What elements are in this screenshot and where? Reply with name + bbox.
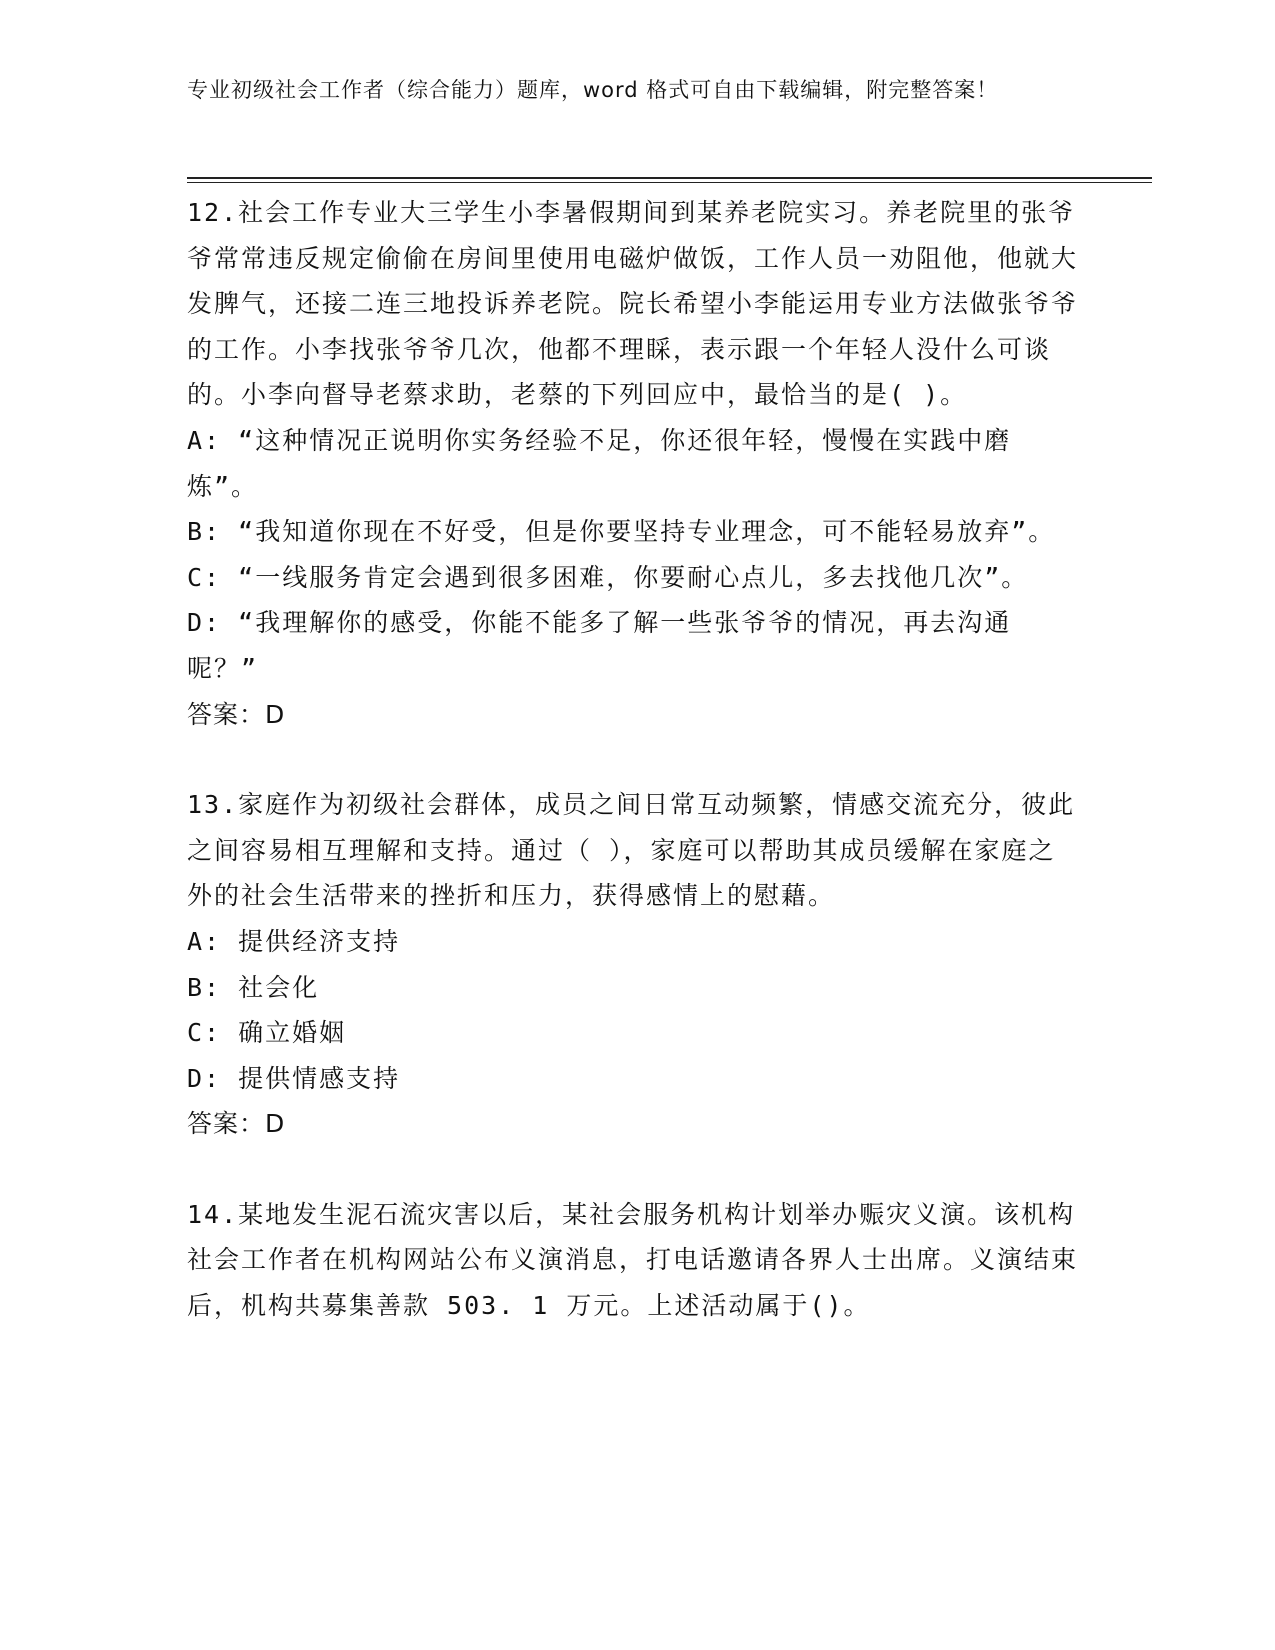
question-stem: 12.社会工作专业大三学生小李暑假期间到某养老院实习。养老院里的张爷爷常常违反规定偷偷在房间里使用电磁炉做饭，工作人员一劝阻他，他就大发脾气，还接二连三地投诉养老院。院长希望小李能运用专业方法做张爷爷的工作。小李找张爷爷几次，他都不理睬，表示跟一个年轻人没什么可谈的。小李向督导老蔡求助，老蔡的下列回应中，最恰当的是( )。	[187, 198, 1079, 410]
option-b: B: 社会化	[187, 972, 320, 1002]
answer: 答案：D	[187, 1109, 286, 1139]
option-c: C: “一线服务肯定会遇到很多困难，你要耐心点儿，多去找他几次”。	[187, 562, 1029, 592]
option-b: B: “我知道你现在不好受，但是你要坚持专业理念，可不能轻易放弃”。	[187, 517, 1056, 547]
answer: 答案：D	[187, 699, 286, 729]
question-12	[187, 190, 1082, 737]
option-c: C: 确立婚姻	[187, 1018, 347, 1048]
option-d: D: 提供情感支持	[187, 1063, 401, 1093]
question-list	[187, 190, 1082, 1374]
option-a: A: “这种情况正说明你实务经验不足，你还很年轻，慢慢在实践中磨炼”。	[187, 425, 1012, 501]
question-13	[187, 782, 1082, 1147]
document-header: 专业初级社会工作者（综合能力）题库，word 格式可自由下载编辑，附完整答案！	[187, 78, 999, 102]
option-a: A: 提供经济支持	[187, 926, 401, 956]
question-14	[187, 1192, 1082, 1329]
option-d: D: “我理解你的感受，你能不能多了解一些张爷爷的情况，再去沟通呢？”	[187, 608, 1012, 683]
question-stem: 14.某地发生泥石流灾害以后，某社会服务机构计划举办赈灾义演。该机构社会工作者在机构网站公布义演消息，打电话邀请各界人士出席。义演结束后，机构共募集善款 503. 1 万元。上述活动属于()。	[187, 1199, 1079, 1321]
header-divider	[187, 177, 1152, 179]
header-divider-thin	[187, 182, 1152, 183]
question-stem: 13.家庭作为初级社会群体，成员之间日常互动频繁，情感交流充分，彼此之间容易相互理解和支持。通过（ ），家庭可以帮助其成员缓解在家庭之外的社会生活带来的挫折和压力，获得感情上的慰藉。	[187, 790, 1076, 911]
